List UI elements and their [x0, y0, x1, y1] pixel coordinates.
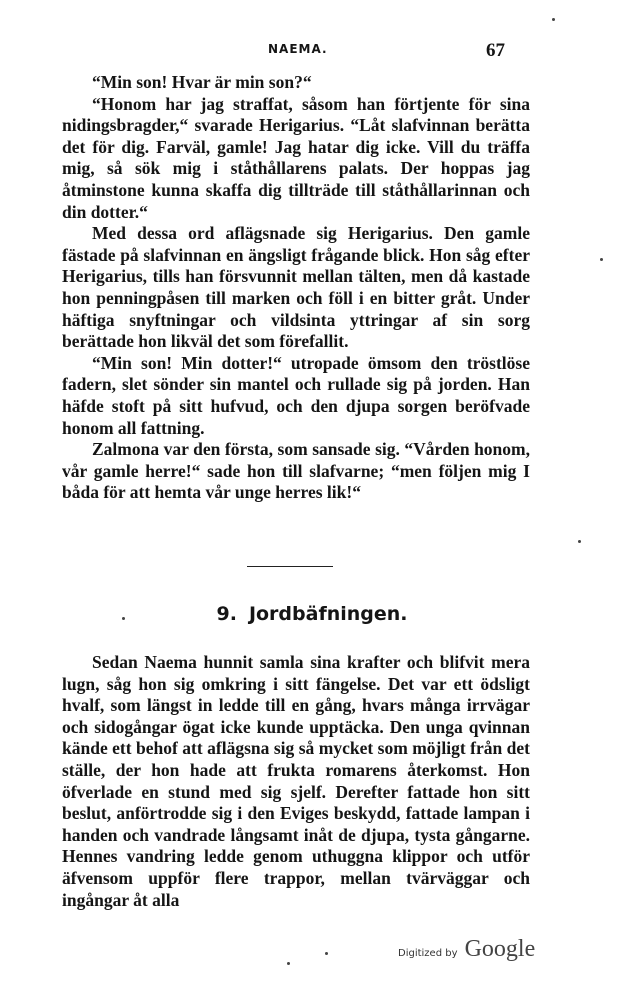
speck-mark — [325, 952, 328, 955]
speck-mark — [122, 617, 125, 620]
paragraph: “Min son! Hvar är min son?“ — [92, 72, 312, 92]
chapter-heading — [0, 603, 624, 625]
paragraph: Med dessa ord aflägsnade sig Herigarius. Den gamle fästade på slafvinnan en ängsligt frågande blick. Hon såg efter Herigarius, tills han försvunnit mellan tälten, men då kastade hon penningpåsen till marken och föll i en bitter gråt. Under häftiga snyftningar och vildsinta yttringar af sin sorg berättade hon likväl det som förefallit. — [62, 223, 530, 352]
paragraph: “Honom har jag straffat, såsom han förtjente för sina nidingsbragder,“ svarade Herigarius. “Låt slafvinnan berätta det för dig. Farväl, gamle! Jag hatar dig icke. Vill du träffa mig, så sök mig i ståthållarens palats. Der hoppas jag åtminstone kunna skaffa dig tillträde till ståthållarinnan och din dotter.“ — [62, 93, 530, 222]
speck-mark — [287, 962, 290, 965]
speck-mark — [578, 540, 581, 543]
paragraph: Sedan Naema hunnit samla sina krafter och blifvit mera lugn, såg hon sig omkring i sitt fängelse. Det var ett ödsligt hvalf, som längst in ledde till en gång, hvars många irrvägar och sidogångar ögat icke kunde upptäcka. Den unga qvinnan kände ett behof att aflägsna sig så mycket som möjligt från det ställe, der hon hade att frukta romarens återkomst. Hon öfverlade en stund med sig sjelf. Derefter fattade hon sitt beslut, anförtrodde sig i den Eviges beskydd, fattade lampan i handen och vandrade långsamt inåt de djupa, tysta gångarne. Hennes vandring ledde genom uthuggna klippor och utför äfvensom uppför flere trappor, mellan tvärväggar och ingångar åt alla — [62, 652, 530, 910]
running-header — [0, 40, 624, 64]
section-divider — [247, 566, 333, 567]
chapter-number: 9. — [216, 603, 237, 625]
body-text-section-2 — [62, 652, 530, 911]
digitized-by-google-watermark — [398, 936, 535, 963]
page-number: 67 — [486, 40, 505, 61]
body-text-section-1 — [62, 72, 530, 504]
speck-mark — [552, 18, 555, 21]
running-title: NAEMA. — [268, 42, 328, 56]
google-logo: Google — [464, 936, 536, 962]
chapter-title: Jordbäfningen. — [248, 603, 408, 625]
paragraph: Zalmona var den första, som sansade sig. “Vården honom, vår gamle herre!“ sade hon till slafvarne; “men följen mig I båda för att hemta vår unge herres lik!“ — [62, 439, 530, 503]
digitized-by-label: Digitized by — [398, 948, 458, 959]
speck-mark — [600, 258, 603, 261]
paragraph: “Min son! Min dotter!“ utropade ömsom den tröstlöse fadern, slet sönder sin mantel och rullade sig på jorden. Han häfde stoft på sitt hufvud, och den djupa sorgen beröfvade honom all fattning. — [62, 352, 530, 438]
